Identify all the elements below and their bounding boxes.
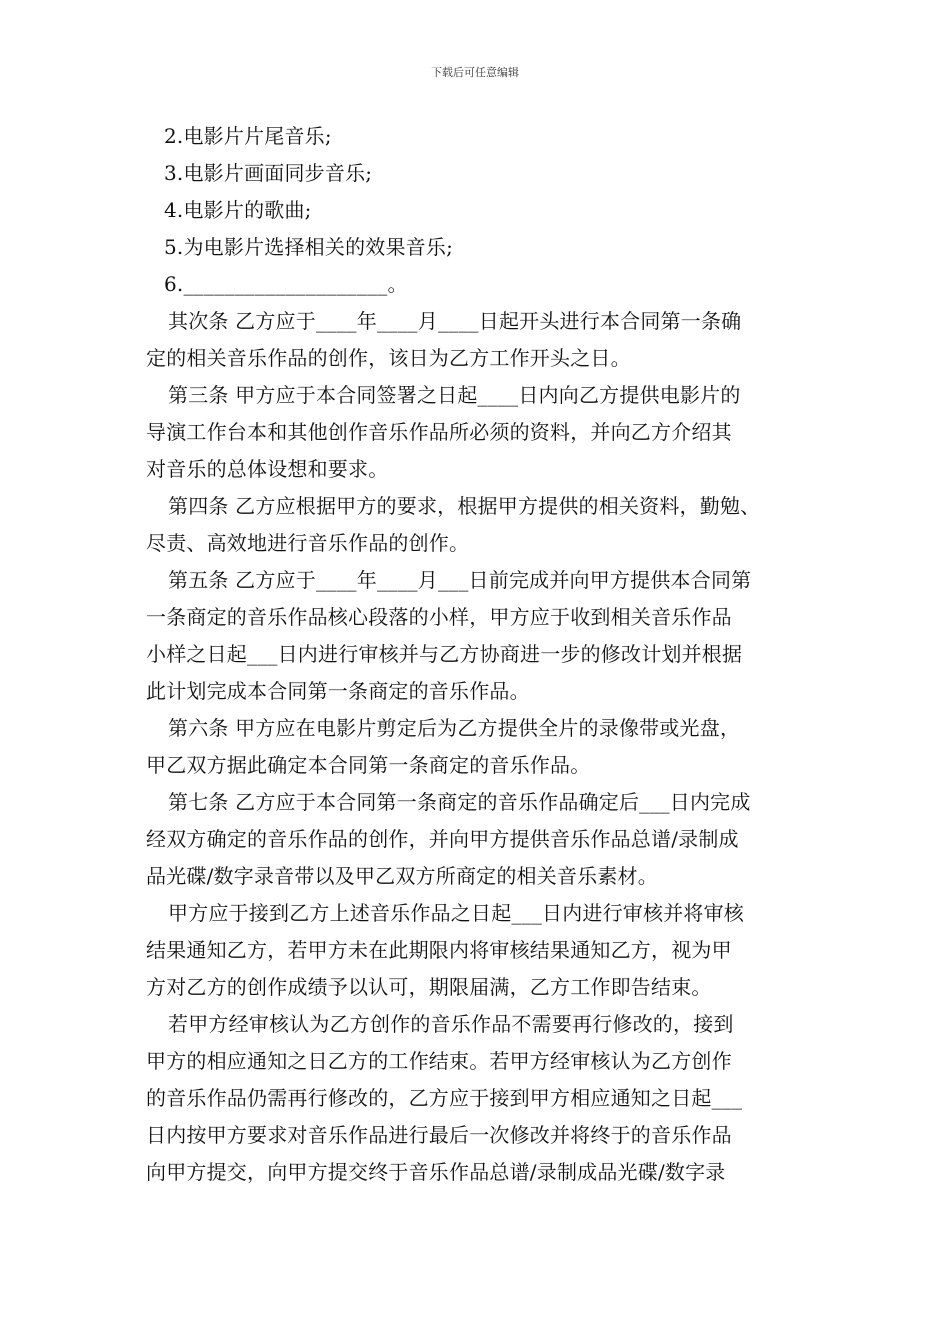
text-line: 甲乙双方据此确定本合同第一条商定的音乐作品。 <box>146 753 591 777</box>
text-line: 尽责、高效地进行音乐作品的创作。 <box>146 531 470 555</box>
text-line: 品光碟/数字录音带以及甲乙双方所商定的相关音乐素材。 <box>146 864 658 888</box>
text-line: 向甲方提交，向甲方提交终于音乐作品总谱/录制成品光碟/数字录 <box>146 1160 726 1184</box>
text-line: 导演工作台本和其他创作音乐作品所必须的资料，并向乙方介绍其 <box>146 420 732 444</box>
text-line: 此计划完成本合同第一条商定的音乐作品。 <box>146 679 530 703</box>
text-line: 结果通知乙方，若甲方未在此期限内将审核结果通知乙方，视为甲 <box>146 938 732 962</box>
list-item: 6.____________________。 <box>164 272 408 296</box>
list-item: 3.电影片画面同步音乐; <box>164 161 373 185</box>
text-line: 的音乐作品仍需再行修改的，乙方应于接到甲方相应通知之日起___ <box>146 1086 743 1110</box>
text-line: 第四条 乙方应根据甲方的要求，根据甲方提供的相关资料，勤勉、 <box>168 494 761 518</box>
page-header: 下载后可任意编辑 <box>431 66 519 79</box>
text-line: 甲方应于接到乙方上述音乐作品之日起___日内进行审核并将审核 <box>168 901 744 925</box>
text-line: 第三条 甲方应于本合同签署之日起____日内向乙方提供电影片的 <box>168 383 741 407</box>
list-item: 2.电影片片尾音乐; <box>164 124 332 148</box>
list-item: 4.电影片的歌曲; <box>164 198 312 222</box>
text-line: 定的相关音乐作品的创作，该日为乙方工作开头之日。 <box>146 346 631 370</box>
document-body <box>146 118 816 1191</box>
text-line: 甲方的相应通知之日乙方的工作结束。若甲方经审核认为乙方创作 <box>146 1049 732 1073</box>
text-line: 第五条 乙方应于____年____月___日前完成并向甲方提供本合同第 <box>168 568 752 592</box>
text-line: 第六条 甲方应在电影片剪定后为乙方提供全片的录像带或光盘， <box>168 716 741 740</box>
list-item: 5.为电影片选择相关的效果音乐; <box>164 235 454 259</box>
text-line: 对音乐的总体设想和要求。 <box>146 457 389 481</box>
text-line: 若甲方经审核认为乙方创作的音乐作品不需要再行修改的，接到 <box>168 1012 734 1036</box>
text-line: 第七条 乙方应于本合同第一条商定的音乐作品确定后___日内完成 <box>168 790 751 814</box>
text-line: 小样之日起___日内进行审核并与乙方协商进一步的修改计划并根据 <box>146 642 743 666</box>
text-line: 其次条 乙方应于____年____月____日起开头进行本合同第一条确 <box>168 309 742 333</box>
text-line: 一条商定的音乐作品核心段落的小样，甲方应于收到相关音乐作品 <box>146 605 732 629</box>
text-line: 经双方确定的音乐作品的创作，并向甲方提供音乐作品总谱/录制成 <box>146 827 739 851</box>
text-line: 日内按甲方要求对音乐作品进行最后一次修改并将终于的音乐作品 <box>146 1123 732 1147</box>
text-line: 方对乙方的创作成绩予以认可，期限届满，乙方工作即告结束。 <box>146 975 712 999</box>
